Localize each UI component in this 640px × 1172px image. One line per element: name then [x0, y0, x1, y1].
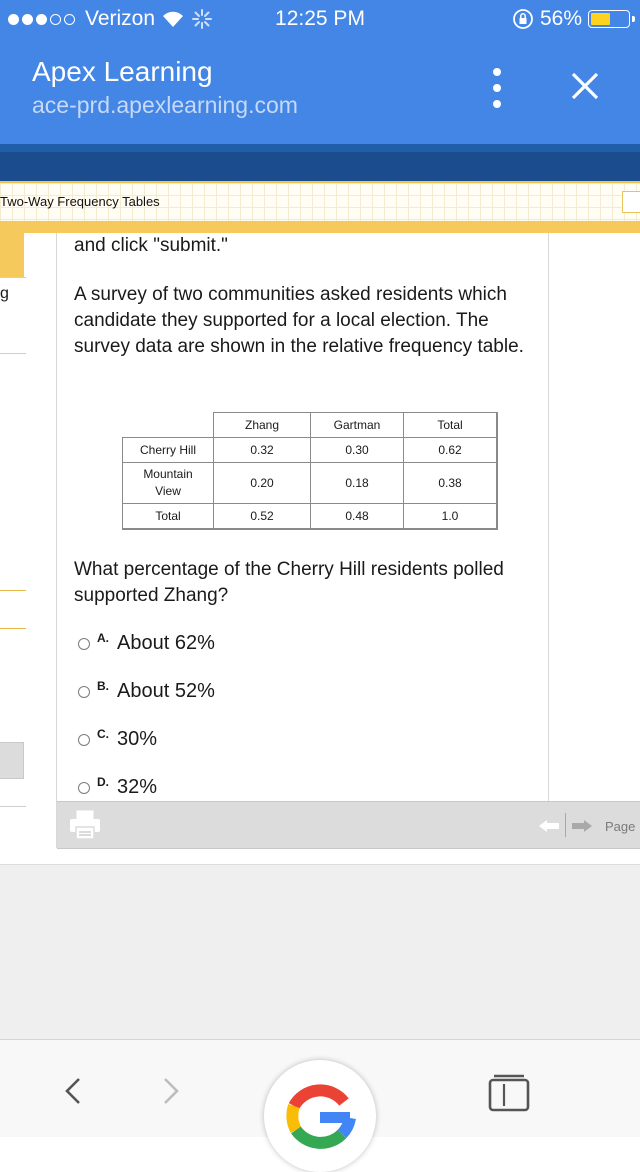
sidebar-divider: [0, 353, 26, 354]
sidebar-divider: [0, 590, 26, 591]
answer-choice-d[interactable]: [78, 776, 157, 799]
choice-text[interactable]: About 62%: [117, 632, 215, 654]
choice-text[interactable]: 30%: [117, 728, 158, 750]
sidebar-divider: [0, 277, 26, 278]
prev-arrow-icon[interactable]: [539, 820, 559, 832]
choice-letter: C.: [97, 726, 109, 741]
page-title: Apex Learning: [32, 56, 213, 87]
radio-button[interactable]: [78, 686, 90, 698]
lesson-title: Two-Way Frequency Tables: [0, 194, 160, 209]
battery-level: [591, 13, 610, 25]
answer-choice-b[interactable]: [78, 680, 215, 703]
choice-text[interactable]: 32%: [117, 776, 158, 798]
lesson-toggle-button[interactable]: [622, 191, 640, 213]
page-label: Page: [605, 819, 636, 834]
table-row: [123, 438, 498, 463]
table-row: [123, 463, 498, 504]
radio-button[interactable]: [78, 734, 90, 746]
battery-icon: [588, 10, 630, 28]
site-banner: [0, 144, 640, 182]
google-button[interactable]: [264, 1060, 376, 1172]
table-header-cell: Total: [404, 413, 498, 438]
rotation-lock-icon: [512, 8, 534, 30]
question-text: What percentage of the Cherry Hill residents polled supported Zhang?: [74, 559, 504, 606]
choice-letter: D.: [97, 774, 109, 789]
answer-choice-a[interactable]: [78, 632, 215, 655]
close-icon[interactable]: [565, 66, 605, 106]
activity-frame-edge: [548, 233, 549, 803]
table-header-row: [123, 413, 498, 438]
clock: 12:25 PM: [275, 7, 365, 30]
choice-letter: A.: [97, 630, 109, 645]
lesson-bar: [0, 183, 640, 221]
battery-percent: 56%: [539, 7, 582, 30]
table-cell: 0.18: [311, 463, 404, 504]
table-row-label-text: Mountain View: [143, 467, 193, 498]
table-cell: 1.0: [404, 504, 498, 530]
radio-button[interactable]: [78, 638, 90, 650]
google-icon: [284, 1080, 356, 1152]
table-row-label: Total: [123, 504, 214, 530]
table-cell: 0.48: [311, 504, 404, 530]
table-cell: 0.52: [214, 504, 311, 530]
next-arrow-icon[interactable]: [572, 820, 592, 832]
sidebar-divider: [0, 628, 26, 629]
table-corner-cell: [123, 413, 214, 438]
table-cell: 0.20: [214, 463, 311, 504]
bottom-nav: [0, 1039, 640, 1137]
answer-choice-c[interactable]: [78, 728, 157, 751]
instruction-text: and click "submit.": [74, 235, 228, 256]
choice-text[interactable]: About 52%: [117, 680, 215, 702]
tabs-icon[interactable]: [488, 1074, 532, 1112]
forward-icon[interactable]: [160, 1076, 182, 1106]
activity-toolbar: [57, 801, 640, 849]
browser-header: [0, 40, 640, 144]
table-row: [123, 504, 498, 530]
sidebar-divider: [0, 806, 26, 807]
sidebar-item-label[interactable]: g: [0, 285, 9, 302]
table-row-label: Cherry Hill: [123, 438, 214, 463]
table-cell: 0.38: [404, 463, 498, 504]
more-vert-icon[interactable]: [488, 68, 506, 116]
status-right: [512, 7, 630, 31]
toolbar-separator: [565, 813, 566, 837]
sidebar-item[interactable]: [0, 742, 24, 779]
choice-letter: B.: [97, 678, 109, 693]
table-cell: 0.30: [311, 438, 404, 463]
radio-button[interactable]: [78, 782, 90, 794]
print-icon[interactable]: [69, 810, 101, 840]
question-prompt: A survey of two communities asked residents which candidate they supported for a local election. The survey data are shown in the relative frequency table.: [74, 284, 524, 357]
sidebar-active-tab[interactable]: [0, 233, 24, 278]
table-cell: 0.32: [214, 438, 311, 463]
table-header-cell: Gartman: [311, 413, 404, 438]
page-url[interactable]: ace-prd.apexlearning.com: [32, 92, 298, 118]
carrier-name: Verizon: [85, 7, 156, 30]
back-icon[interactable]: [62, 1076, 84, 1106]
table-header-cell: Zhang: [214, 413, 311, 438]
page-background: [0, 864, 640, 1040]
table-cell: 0.62: [404, 438, 498, 463]
table-row-label: [123, 463, 214, 504]
frequency-table: [122, 412, 498, 530]
lesson-band: [0, 221, 640, 233]
status-bar: [0, 0, 640, 40]
